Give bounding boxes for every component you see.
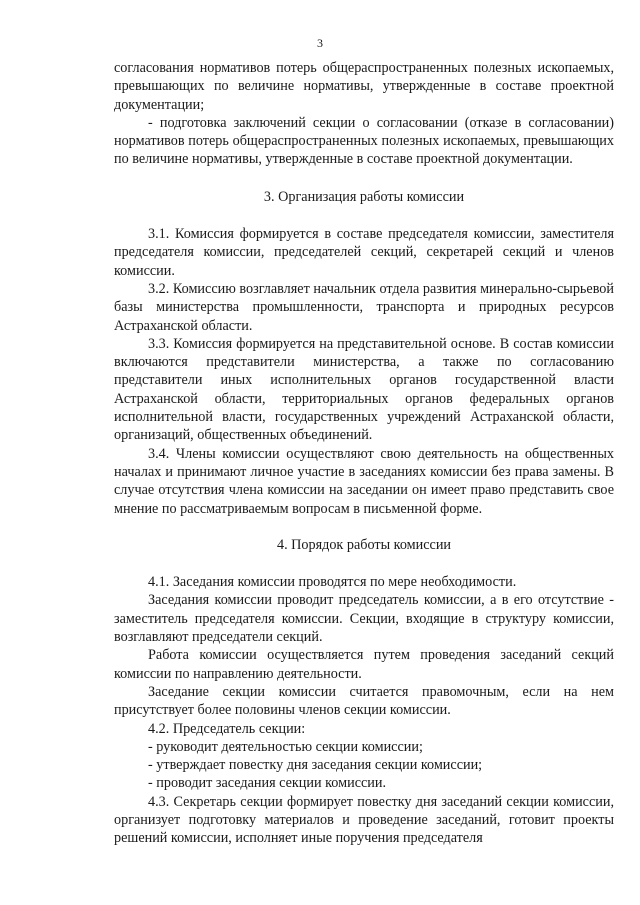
list-item-4-2-1: - руководит деятельностью секции комиссии; [148, 738, 423, 755]
paragraph-3-3: 3.3. Комиссия формируется на представительной основе. В состав комиссии включаются представители министерства, а также по согласованию представители иных исполнительных органов государственной власти Астраханской области, территориальных органов федеральных органов исполнительной власти, государственных учреждений Астраханской области, организаций, общественных объединений. [114, 335, 614, 444]
intro-paragraph-1: согласования нормативов потерь общераспространенных полезных ископаемых, превышающих по величине нормативы, утвержденные в составе проектной документации; [114, 60, 614, 113]
section-4-heading: 4. Порядок работы комиссии [276, 536, 452, 553]
section-3-heading: 3. Организация работы комиссии [263, 188, 465, 205]
paragraph-3-2: 3.2. Комиссию возглавляет начальник отдела развития минерально-сырьевой базы министерства промышленности, транспорта и природных ресурсов Астраханской области. [114, 280, 614, 334]
paragraph-4-3: 4.3. Секретарь секции формирует повестку дня заседаний секции комиссии, организует подготовку материалов и проведение заседаний, готовит проекты решений комиссии, исполняет иные поручения председателя [114, 793, 614, 847]
paragraph-4-1-meetings: Заседания комиссии проводит председатель комиссии, а в его отсутствие - заместитель председателя комиссии. Секции, входящие в структуру комиссии, возглавляют председатели секций. [114, 592, 614, 646]
paragraph-3-1: 3.1. Комиссия формируется в составе председателя комиссии, заместителя председателя комиссии, председателей секций, секретарей секций и членов комиссии. [114, 226, 614, 279]
document-body [114, 59, 614, 848]
paragraph-4-1-quorum: Заседание секции комиссии считается правомочным, если на нем присутствует более половины членов секции комиссии. [114, 683, 614, 719]
paragraph-4-1: 4.1. Заседания комиссии проводятся по мере необходимости. [148, 574, 517, 591]
list-item-4-2-2: - утверждает повестку дня заседания секции комиссии; [148, 757, 483, 774]
paragraph-4-2: 4.2. Председатель секции: [148, 720, 306, 737]
page-number: 3 [317, 36, 323, 50]
paragraph-4-1-work: Работа комиссии осуществляется путем проведения заседаний секций комиссии по направлению деятельности. [114, 647, 614, 682]
intro-paragraph-2: - подготовка заключений секции о согласовании (отказе в согласовании) нормативов потерь общераспространенных полезных ископаемых, превышающих по величине нормативы, утвержденные в составе проектной документации. [114, 114, 614, 168]
paragraph-3-4: 3.4. Члены комиссии осуществляют свою деятельность на общественных началах и принимают личное участие в заседаниях комиссии без права замены. В случае отсутствия члена комиссии на заседании он имеет право представить свое мнение по рассматриваемым вопросам в письменной форме. [114, 445, 614, 517]
list-item-4-2-3: - проводит заседания секции комиссии. [148, 775, 387, 792]
